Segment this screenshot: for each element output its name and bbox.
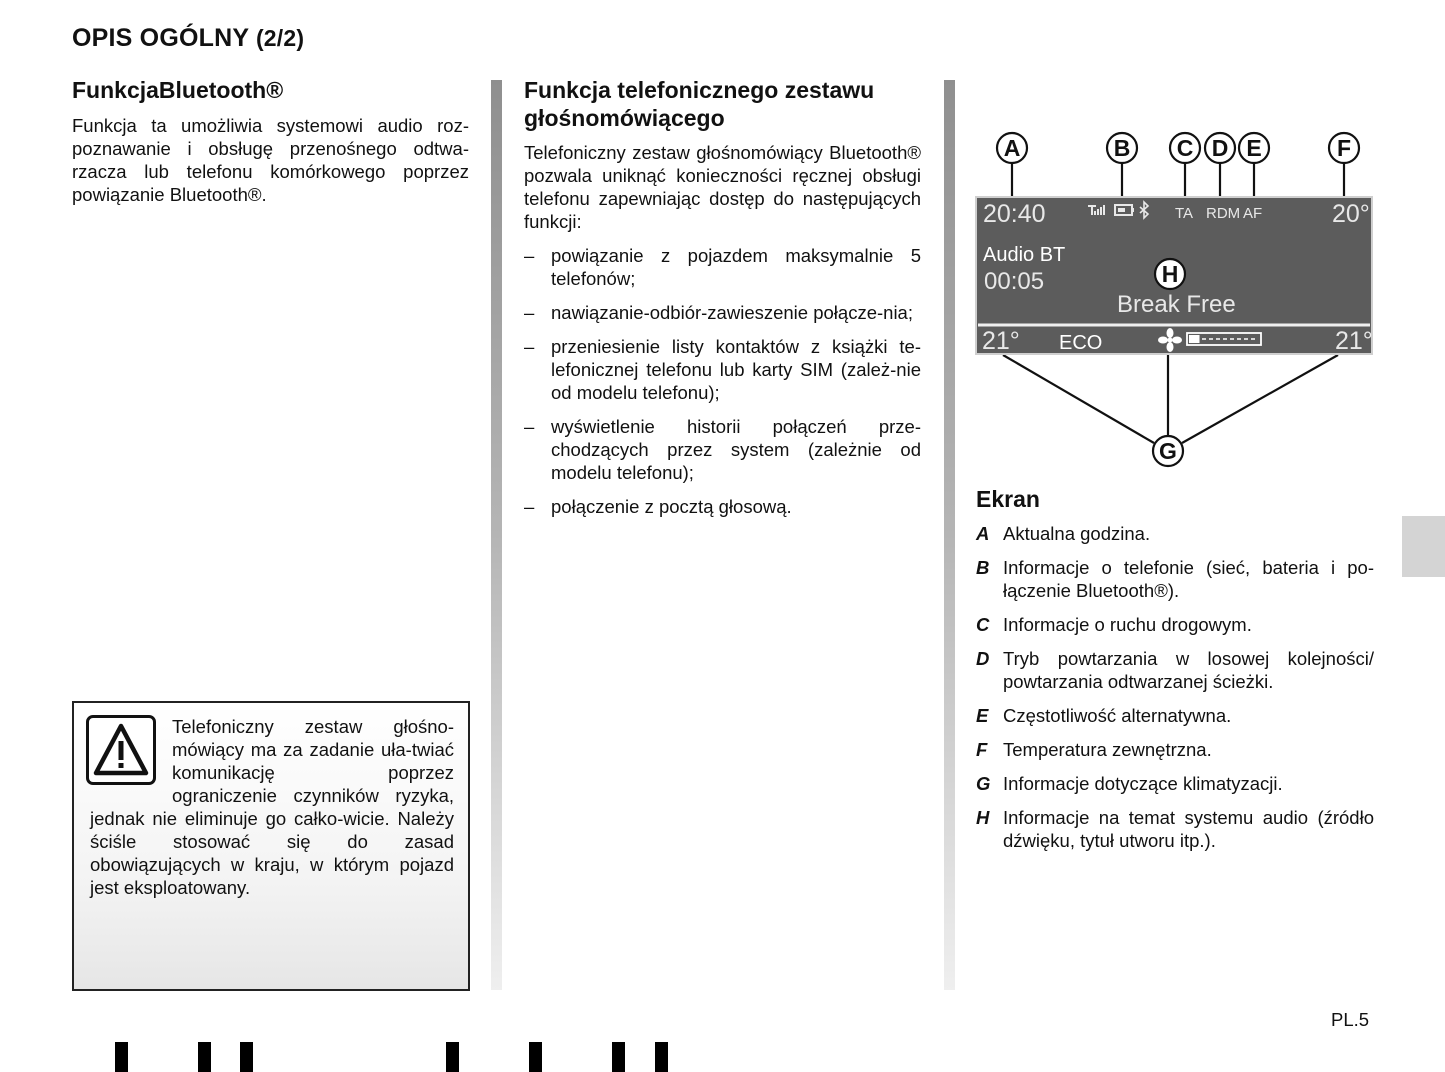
callout-label: G [1159, 438, 1177, 464]
callout-label: D [1211, 135, 1229, 161]
legend-key: H [976, 807, 990, 828]
rdm-indicator: RDM [1206, 205, 1241, 222]
legend-text: Informacje dotyczące klimatyzacji. [1003, 773, 1283, 794]
callout-label: B [1113, 135, 1131, 161]
callout-h [1155, 259, 1185, 289]
legend-item [976, 772, 1374, 795]
legend-key: D [976, 648, 990, 669]
print-mark [198, 1042, 211, 1072]
climate-temp-left: 21° [982, 327, 1020, 355]
page-title [72, 24, 304, 53]
legend-item [976, 522, 1374, 545]
print-mark [446, 1042, 459, 1072]
legend-text: Aktualna godzina. [1003, 523, 1151, 544]
list-item-text: nawiązanie-odbiór-zawieszenie połącze-nia; [551, 302, 913, 323]
page-number: PL.5 [1331, 1009, 1370, 1030]
list-dash: – [524, 496, 535, 517]
list-item [524, 415, 921, 484]
print-mark [240, 1042, 253, 1072]
page-title-text: OPIS OGÓLNY [72, 24, 249, 52]
callout-f [1329, 133, 1359, 163]
warning-text: Telefoniczny zestaw głośno-mówiący ma za zadanie uła-twiać komunikację poprzez ograniczenie czynników ryzyka, jednak nie eliminuje go całko-wicie. Należy ściśle stosować się do zasad obowiązujących w kraju, w którym pojazd jest eksploatowany. [90, 716, 454, 898]
list-item-text: powiązanie z pojazdem maksymalnie 5 telefonów; [551, 245, 921, 289]
list-item [524, 335, 921, 404]
audio-source: Audio BT [983, 244, 1066, 266]
fan-speed-fill [1189, 335, 1200, 343]
callout-d [1205, 133, 1235, 163]
handsfree-intro: Telefoniczny zestaw głośnomówiący Bluetooth® pozwala uniknąć konieczności ręcznej obsługi telefonu zapewniając dostęp do następujących funkcji: [524, 142, 921, 232]
legend-key: C [976, 614, 990, 635]
legend-key: A [976, 523, 990, 544]
bluetooth-description: Funkcja ta umożliwia systemowi audio roz-poznawanie i obsługę przenośnego odtwa-rzacza lub telefonu komórkowego poprzez powiązanie Bluetooth®. [72, 115, 469, 205]
clock-value: 20:40 [983, 200, 1046, 228]
legend-item [976, 613, 1374, 636]
screen-legend [976, 522, 1374, 863]
warning-triangle-icon [86, 715, 156, 785]
print-mark [115, 1042, 128, 1072]
callout-b [1107, 133, 1137, 163]
list-item-text: wyświetlenie historii połączeń prze-chodzących przez system (zależnie od modelu telefonu); [551, 416, 921, 483]
chapter-tab [1402, 516, 1445, 577]
screen-heading: Ekran [976, 486, 1040, 512]
legend-key: F [976, 739, 988, 760]
elapsed-time: 00:05 [984, 268, 1045, 295]
warning-box [72, 701, 470, 991]
legend-key: E [976, 705, 989, 726]
callout-label: H [1161, 261, 1179, 287]
callout-label: C [1176, 135, 1194, 161]
print-mark [529, 1042, 542, 1072]
list-item [524, 244, 921, 290]
print-mark [655, 1042, 668, 1072]
page-title-part: (2/2) [255, 25, 305, 51]
legend-item [976, 738, 1374, 761]
legend-text: Tryb powtarzania w losowej kolejności/ powtarzania odtwarzanej ścieżki. [1003, 648, 1374, 692]
bluetooth-heading: FunkcjaBluetooth® [72, 77, 284, 103]
callout-g [1153, 436, 1183, 466]
callout-c [1170, 133, 1200, 163]
eco-indicator: ECO [1059, 332, 1103, 354]
legend-text: Częstotliwość alternatywna. [1003, 705, 1232, 726]
legend-key: B [976, 557, 990, 578]
list-item [524, 495, 921, 518]
ta-indicator: TA [1175, 205, 1194, 222]
legend-text: Informacje o telefonie (sieć, bateria i po-łączenie Bluetooth®). [1003, 557, 1374, 601]
handsfree-heading: Funkcja telefonicznego zestawu głośnomówiącego [524, 77, 875, 131]
list-item-text: połączenie z pocztą głosową. [551, 496, 792, 517]
callout-label: F [1336, 135, 1352, 161]
track-title: Break Free [1117, 291, 1236, 318]
screen-diagram [970, 125, 1380, 475]
callout-e [1239, 133, 1269, 163]
legend-item [976, 647, 1374, 693]
legend-text: Informacje na temat systemu audio (źródło dźwięku, tytuł utworu itp.). [1003, 807, 1374, 851]
list-dash: – [524, 336, 535, 357]
legend-item [976, 704, 1374, 727]
list-dash: – [524, 245, 535, 266]
legend-text: Informacje o ruchu drogowym. [1003, 614, 1252, 635]
legend-item [976, 806, 1374, 852]
list-dash: – [524, 302, 535, 323]
callout-label: A [1003, 135, 1021, 161]
list-dash: – [524, 416, 535, 437]
af-indicator: AF [1243, 205, 1263, 222]
outside-temp-value: 20° [1332, 200, 1370, 228]
list-item [524, 301, 921, 324]
list-item-text: przeniesienie listy kontaktów z książki te-lefonicznej telefonu lub karty SIM (zależ-nie od modelu telefonu); [551, 336, 921, 403]
column-divider [491, 80, 502, 990]
legend-item [976, 556, 1374, 602]
legend-key: G [976, 773, 991, 794]
callout-label: E [1246, 135, 1262, 161]
legend-text: Temperatura zewnętrzna. [1003, 739, 1212, 760]
callout-a [997, 133, 1027, 163]
column-divider [944, 80, 955, 990]
print-mark [612, 1042, 625, 1072]
climate-temp-right: 21° [1335, 327, 1373, 355]
handsfree-function-list [524, 244, 921, 529]
